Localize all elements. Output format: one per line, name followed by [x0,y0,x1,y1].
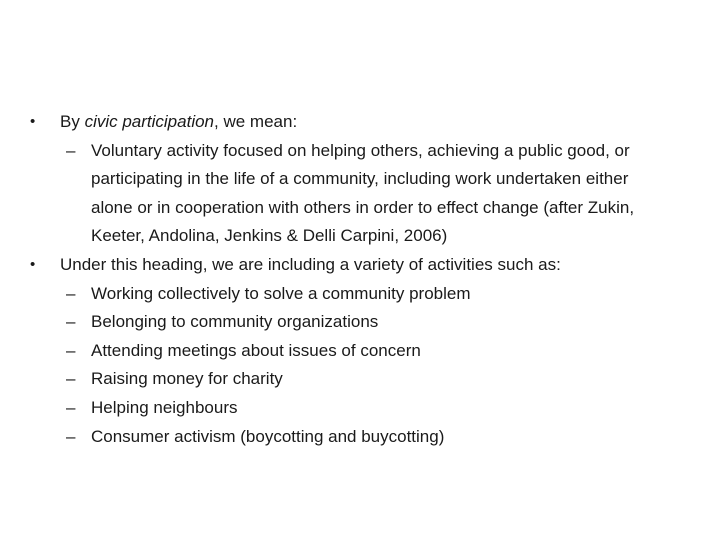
dash-marker: – [66,283,76,303]
bullet-emphasis: civic participation [84,112,215,131]
dash-marker: – [66,397,76,417]
sub-item-activity [30,423,700,452]
dash-marker: – [66,140,76,160]
bullet-marker: • [30,113,36,130]
bullet-suffix: , we mean: [214,112,298,131]
definition-line: Keeter, Andolina, Jenkins & Delli Carpini, 2006) [91,226,448,246]
activity-text: Helping neighbours [91,397,238,417]
activity-text: Consumer activism (boycotting and buycotting) [91,426,445,446]
sub-item-activity [30,394,700,423]
bullet-civic-participation [30,108,700,137]
activity-text: Belonging to community organizations [91,312,379,332]
activity-text: Raising money for charity [91,369,283,389]
bullet-text: Under this heading, we are including a variety of activities such as: [60,254,561,274]
dash-marker: – [66,426,76,446]
definition-line: alone or in cooperation with others in order to effect change (after Zukin, [91,197,635,217]
sub-item-activity [30,365,700,394]
sub-item-activity [30,337,700,366]
bullet-prefix: By [60,112,85,131]
sub-item-definition [30,137,700,251]
definition-line: Voluntary activity focused on helping others, achieving a public good, or [91,140,630,160]
sub-item-activity [30,280,700,309]
activity-text: Working collectively to solve a community problem [91,283,471,303]
dash-marker: – [66,340,76,360]
definition-line: participating in the life of a community, including work undertaken either [91,169,629,189]
bullet-marker: • [30,255,36,273]
slide-body [30,108,700,451]
dash-marker: – [66,312,76,332]
bullet-activities-heading [30,251,700,280]
sub-item-activity [30,308,700,337]
activity-text: Attending meetings about issues of concern [91,340,421,360]
dash-marker: – [66,369,76,389]
